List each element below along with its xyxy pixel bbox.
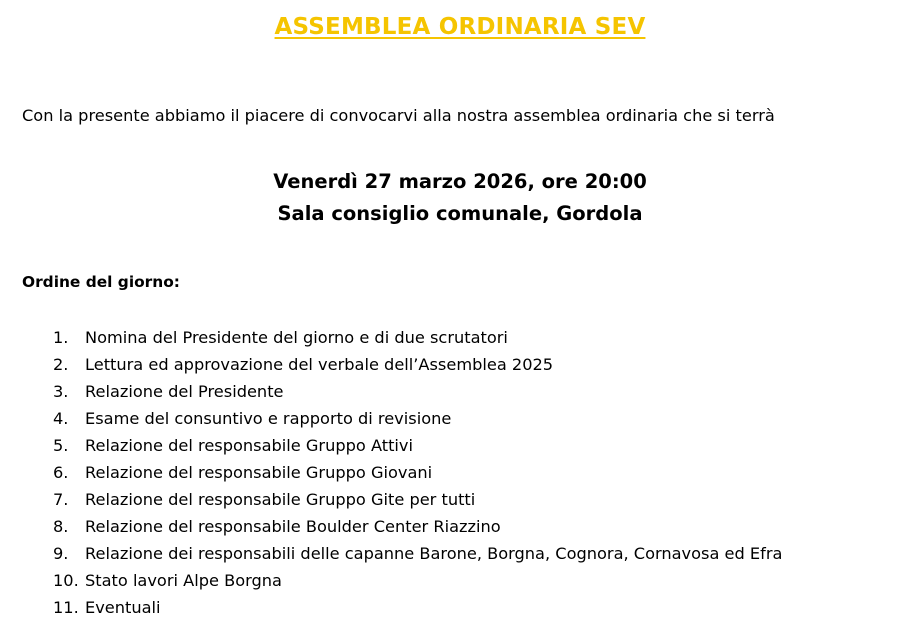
- intro-text: Con la presente abbiamo il piacere di convocarvi alla nostra assemblea ordinaria che si terrà: [22, 106, 775, 125]
- agenda-item-number: 5.: [53, 436, 69, 455]
- agenda-item-text: Relazione dei responsabili delle capanne Barone, Borgna, Cognora, Cornavosa ed Efra: [85, 544, 783, 563]
- meeting-date-time: Venerdì 27 marzo 2026, ore 20:00: [273, 170, 647, 193]
- agenda-heading: Ordine del giorno:: [22, 273, 180, 291]
- agenda-item-number: 1.: [53, 328, 69, 347]
- agenda-item-text: Eventuali: [85, 598, 161, 617]
- agenda-item-text: Esame del consuntivo e rapporto di revisione: [85, 409, 452, 428]
- agenda-item-number: 9.: [53, 544, 69, 563]
- agenda-item-number: 8.: [53, 517, 69, 536]
- agenda-item-text: Relazione del Presidente: [85, 382, 284, 401]
- agenda-item-number: 2.: [53, 355, 69, 374]
- agenda-item-number: 10.: [53, 571, 79, 590]
- agenda-item-text: Lettura ed approvazione del verbale dell’Assemblea 2025: [85, 355, 554, 374]
- agenda-item-number: 4.: [53, 409, 69, 428]
- agenda-item-text: Relazione del responsabile Gruppo Attivi: [85, 436, 414, 455]
- document-title: ASSEMBLEA ORDINARIA SEV: [274, 14, 646, 40]
- agenda-item-text: Relazione del responsabile Gruppo Giovani: [85, 463, 433, 482]
- agenda-item-number: 6.: [53, 463, 69, 482]
- agenda-item-text: Relazione del responsabile Gruppo Gite per tutti: [85, 490, 476, 509]
- meeting-location: Sala consiglio comunale, Gordola: [277, 202, 643, 225]
- agenda-item-number: 11.: [53, 598, 79, 617]
- agenda-item-text: Stato lavori Alpe Borgna: [85, 571, 282, 590]
- agenda-item-number: 3.: [53, 382, 69, 401]
- agenda-item-text: Nomina del Presidente del giorno e di due scrutatori: [85, 328, 508, 347]
- agenda-item-text: Relazione del responsabile Boulder Center Riazzino: [85, 517, 501, 536]
- agenda-item-number: 7.: [53, 490, 69, 509]
